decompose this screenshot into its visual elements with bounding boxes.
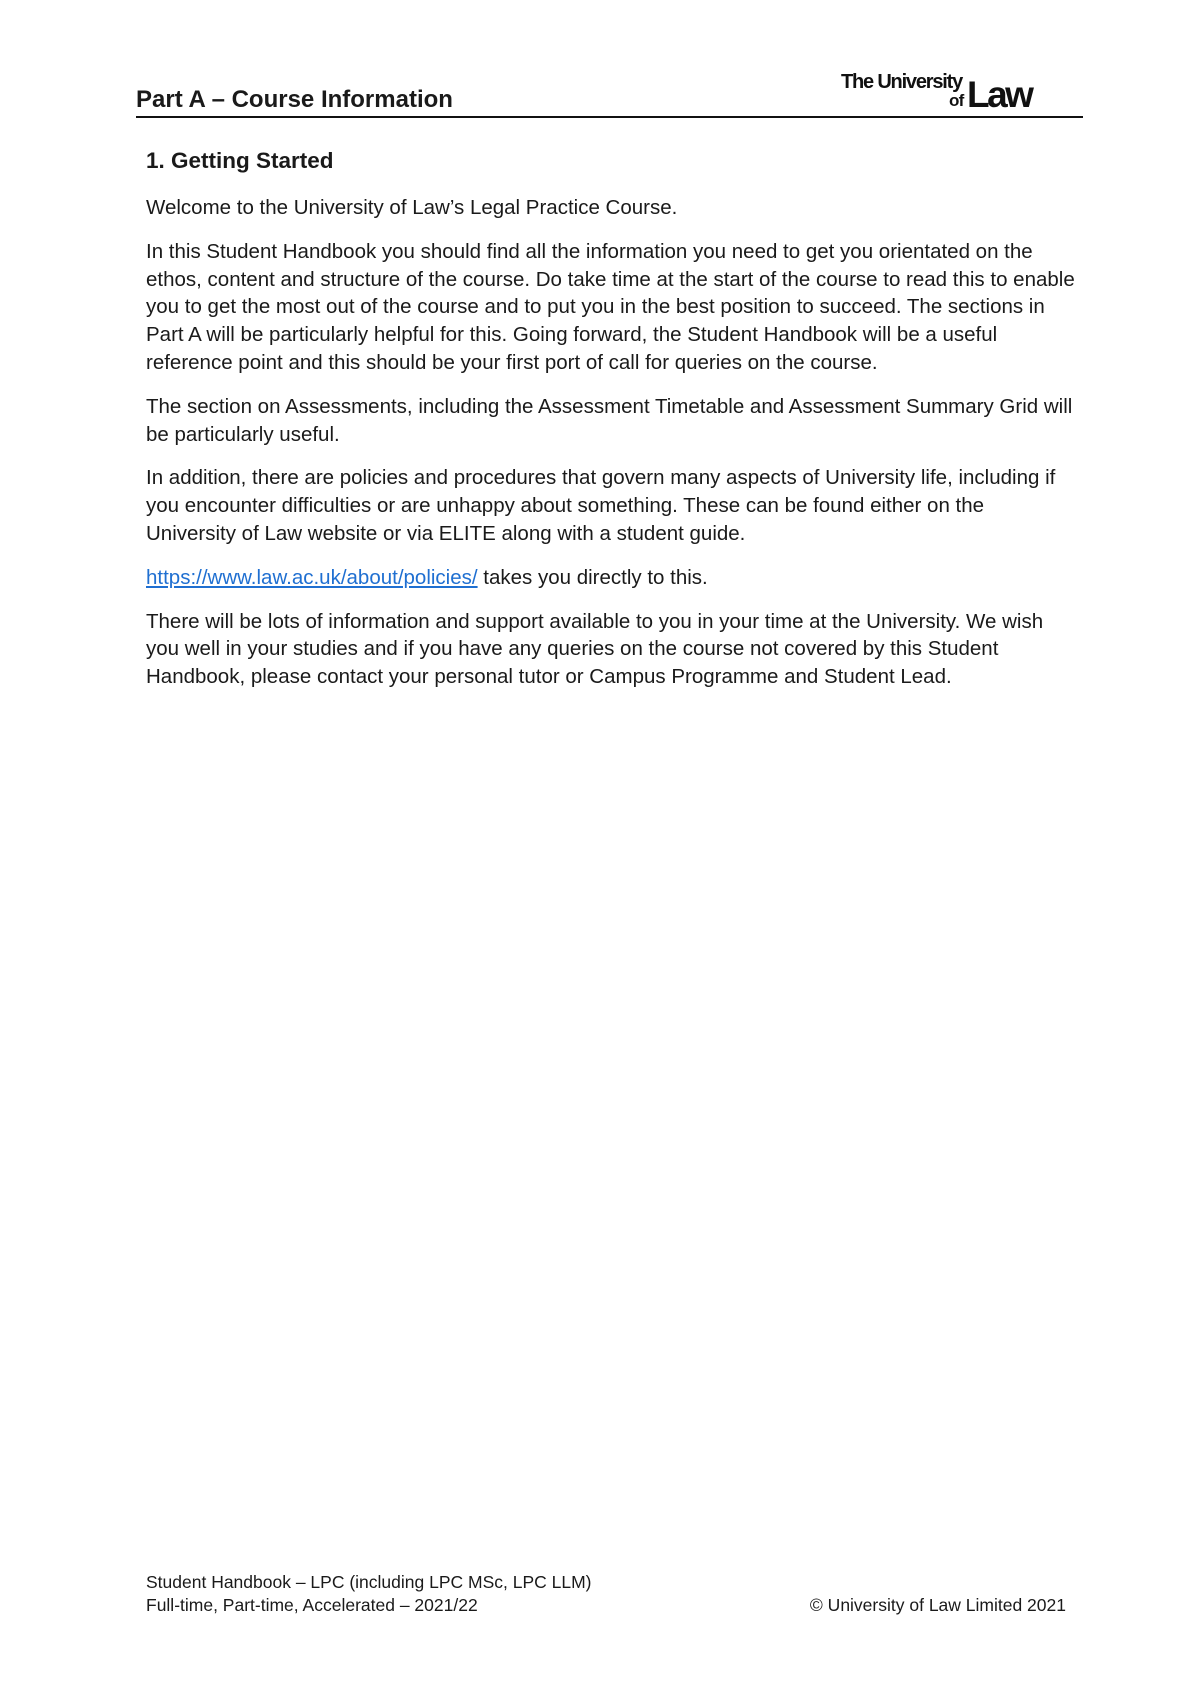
footer-left <box>146 1571 666 1617</box>
page-content <box>146 146 1076 707</box>
paragraph-handbook-intro: In this Student Handbook you should find all the information you need to get you orientated on the ethos, content and structure of the course. Do take time at the start of the course to read this to enable you to get the most out of the course and to put you in the best position to succeed. The sections in Part A will be particularly helpful for this. Going forward, the Student Handbook will be a useful reference point and this should be your first port of call for queries on the course. <box>146 239 1075 374</box>
policies-link[interactable]: https://www.law.ac.uk/about/policies/ <box>146 565 478 589</box>
page-title: Part A – Course Information <box>136 86 453 113</box>
footer-handbook-title: Student Handbook – LPC (including LPC MSc, LPC LLM) <box>146 1572 592 1592</box>
policies-link-suffix: takes you directly to this. <box>477 565 708 589</box>
paragraph-assessments: The section on Assessments, including the Assessment Timetable and Assessment Summary Grid will be particularly useful. <box>146 394 1073 446</box>
paragraph-policies: In addition, there are policies and procedures that govern many aspects of University life, including if you encounter difficulties or are unhappy about something. These can be found either on the University of Law website or via ELITE along with a student guide. <box>146 466 1056 545</box>
paragraph-policies-link <box>146 564 1076 592</box>
footer-copyright: © University of Law Limited 2021 <box>809 1595 1066 1615</box>
paragraph-welcome: Welcome to the University of Law’s Legal Practice Course. <box>146 196 678 219</box>
footer-course-modes: Full-time, Part-time, Accelerated – 2021/22 <box>146 1595 478 1615</box>
page-header <box>136 64 1083 118</box>
university-logo-graphic <box>841 68 1053 112</box>
header-divider <box>136 116 1083 118</box>
logo-text-of: of <box>949 91 964 110</box>
university-logo <box>841 68 1053 112</box>
logo-text-law: Law <box>967 74 1032 112</box>
section-heading: 1. Getting Started <box>146 148 334 173</box>
paragraph-support: There will be lots of information and support available to you in your time at the University. We wish you well in your studies and if you have any queries on the course not covered by this Student Handbook, please contact your personal tutor or Campus Programme and Student Lead. <box>146 609 1044 689</box>
logo-text-top: The University <box>841 71 963 93</box>
